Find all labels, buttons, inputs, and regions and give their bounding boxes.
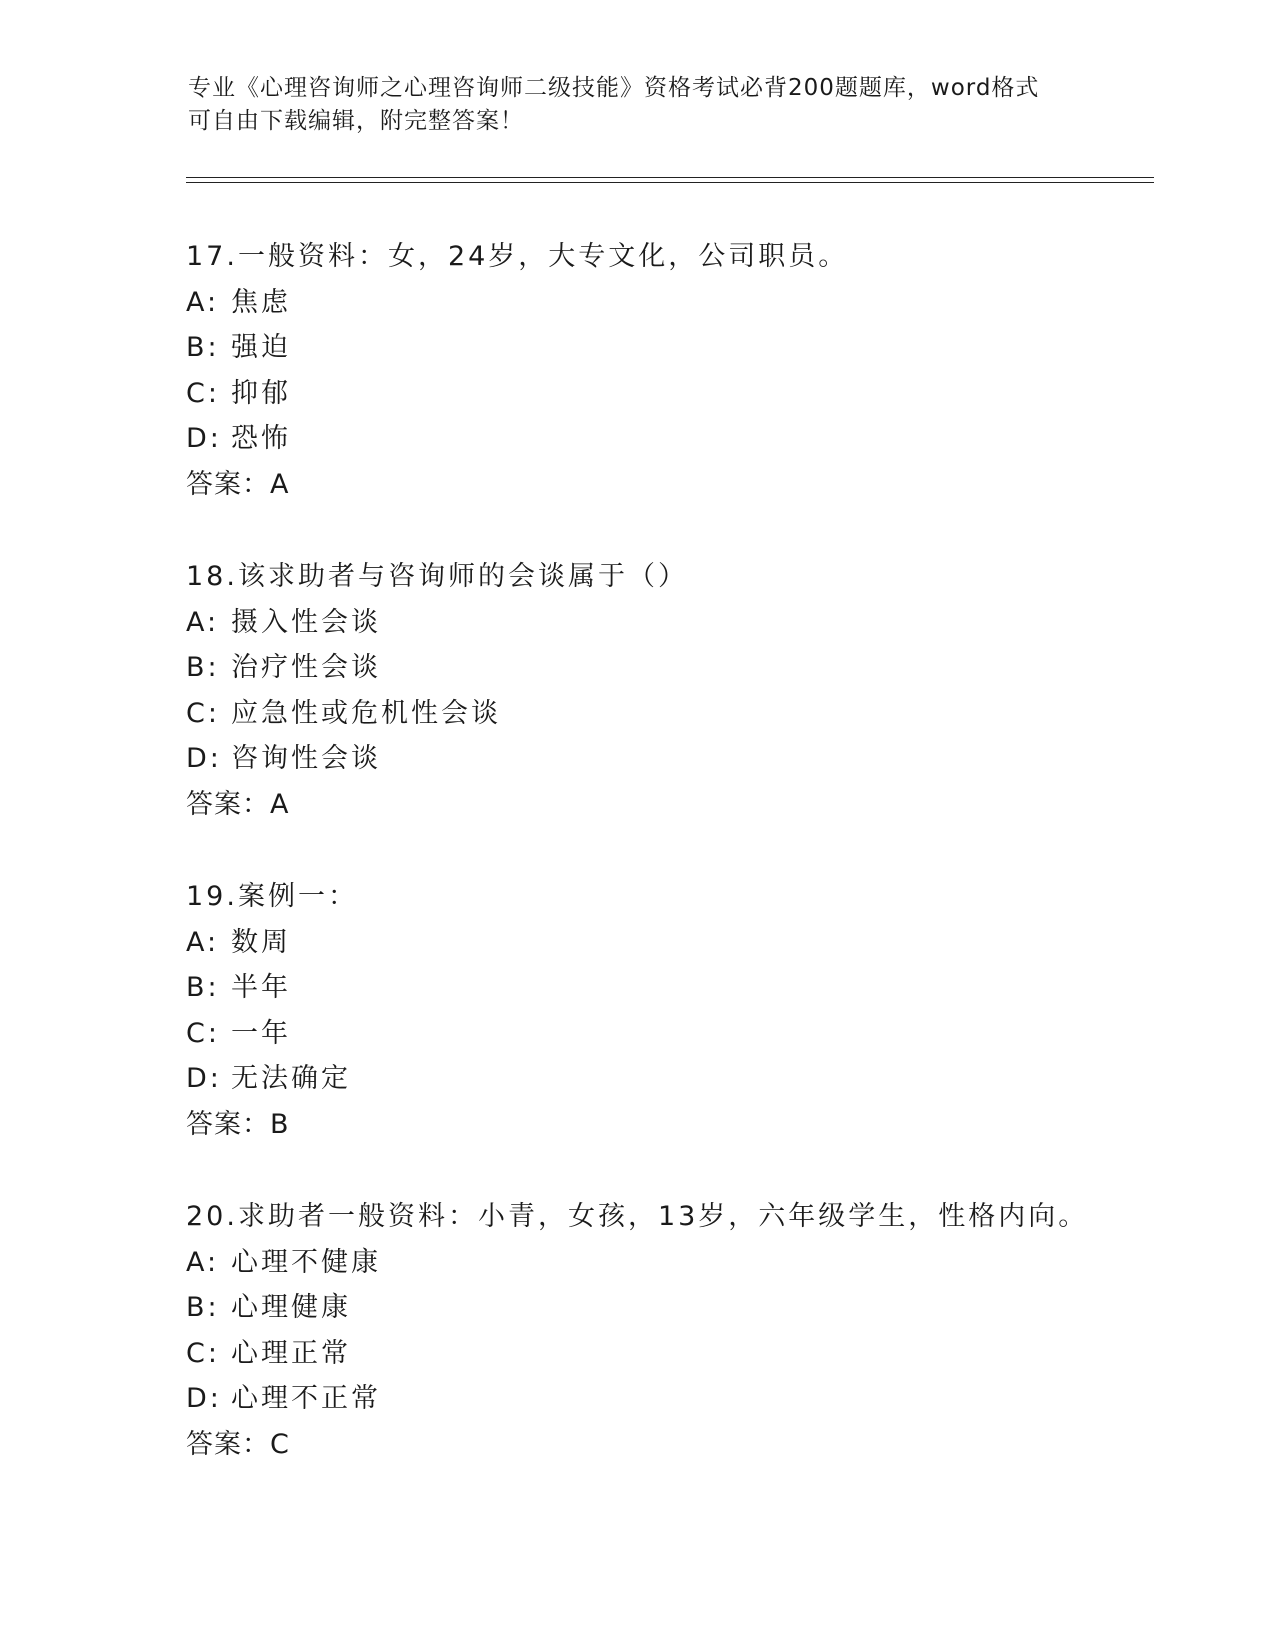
answer-line xyxy=(186,782,1146,828)
option-a xyxy=(186,280,1146,326)
option-a xyxy=(186,920,1146,966)
option-text: 治疗性会谈 xyxy=(231,652,381,683)
option-text: 咨询性会谈 xyxy=(231,743,381,774)
option-key: B: xyxy=(186,972,220,1003)
option-c xyxy=(186,1331,1146,1377)
option-text: 应急性或危机性会谈 xyxy=(231,697,501,729)
answer-label: 答案： xyxy=(186,1108,270,1140)
option-key: B: xyxy=(186,652,220,683)
option-text: 半年 xyxy=(231,972,291,1003)
option-d xyxy=(186,736,1146,782)
document-header xyxy=(188,72,1088,138)
header-line-1: 专业《心理咨询师之心理咨询师二级技能》资格考试必背200题题库，word格式 xyxy=(188,75,1040,101)
option-d xyxy=(186,416,1146,462)
option-a xyxy=(186,600,1146,646)
question-title: 17.一般资料：女，24岁，大专文化，公司职员。 xyxy=(186,241,849,272)
option-b xyxy=(186,325,1146,371)
option-key: C: xyxy=(186,1017,220,1049)
option-d xyxy=(186,1056,1146,1102)
question-title: 19.案例一： xyxy=(186,881,358,912)
answer-label: 答案： xyxy=(186,788,270,820)
header-divider-top xyxy=(186,177,1154,178)
option-key: A: xyxy=(186,926,220,958)
question-block xyxy=(186,554,1146,827)
question-title: 20.求助者一般资料：小青，女孩，13岁，六年级学生，性格内向。 xyxy=(186,1201,1089,1232)
option-key: D: xyxy=(186,1063,222,1094)
option-key: B: xyxy=(186,1292,220,1323)
option-d xyxy=(186,1376,1146,1422)
answer-label: 答案： xyxy=(186,468,270,500)
option-a xyxy=(186,1240,1146,1286)
option-text: 心理不健康 xyxy=(231,1246,381,1278)
option-text: 恐怖 xyxy=(231,423,291,454)
question-title: 18.该求助者与咨询师的会谈属于（） xyxy=(186,561,688,592)
option-key: D: xyxy=(186,743,222,774)
header-divider-bottom xyxy=(186,182,1154,183)
answer-line xyxy=(186,1102,1146,1148)
option-b xyxy=(186,1285,1146,1331)
option-text: 数周 xyxy=(231,926,291,958)
option-key: C: xyxy=(186,1337,220,1369)
option-c xyxy=(186,371,1146,417)
option-text: 心理健康 xyxy=(231,1292,351,1323)
option-c xyxy=(186,691,1146,737)
option-key: A: xyxy=(186,606,220,638)
answer-value: A xyxy=(270,788,290,820)
option-text: 摄入性会谈 xyxy=(231,606,381,638)
option-text: 心理不正常 xyxy=(231,1383,381,1414)
option-c xyxy=(186,1011,1146,1057)
answer-value: A xyxy=(270,468,290,500)
answer-value: B xyxy=(270,1108,290,1140)
option-text: 焦虑 xyxy=(231,286,291,318)
option-b xyxy=(186,965,1146,1011)
question-block xyxy=(186,1194,1146,1467)
option-key: A: xyxy=(186,286,220,318)
option-key: A: xyxy=(186,1246,220,1278)
question-block xyxy=(186,874,1146,1147)
option-text: 一年 xyxy=(231,1017,291,1049)
option-key: D: xyxy=(186,1383,222,1414)
answer-line xyxy=(186,462,1146,508)
option-text: 抑郁 xyxy=(231,377,291,409)
option-key: D: xyxy=(186,423,222,454)
option-b xyxy=(186,645,1146,691)
answer-value: C xyxy=(270,1428,290,1460)
option-key: C: xyxy=(186,377,220,409)
question-block xyxy=(186,234,1146,507)
option-key: C: xyxy=(186,697,220,729)
option-text: 强迫 xyxy=(231,332,291,363)
option-text: 无法确定 xyxy=(231,1063,351,1094)
option-text: 心理正常 xyxy=(231,1337,351,1369)
answer-line xyxy=(186,1422,1146,1468)
answer-label: 答案： xyxy=(186,1428,270,1460)
header-line-2: 可自由下载编辑，附完整答案！ xyxy=(188,108,524,134)
option-key: B: xyxy=(186,332,220,363)
